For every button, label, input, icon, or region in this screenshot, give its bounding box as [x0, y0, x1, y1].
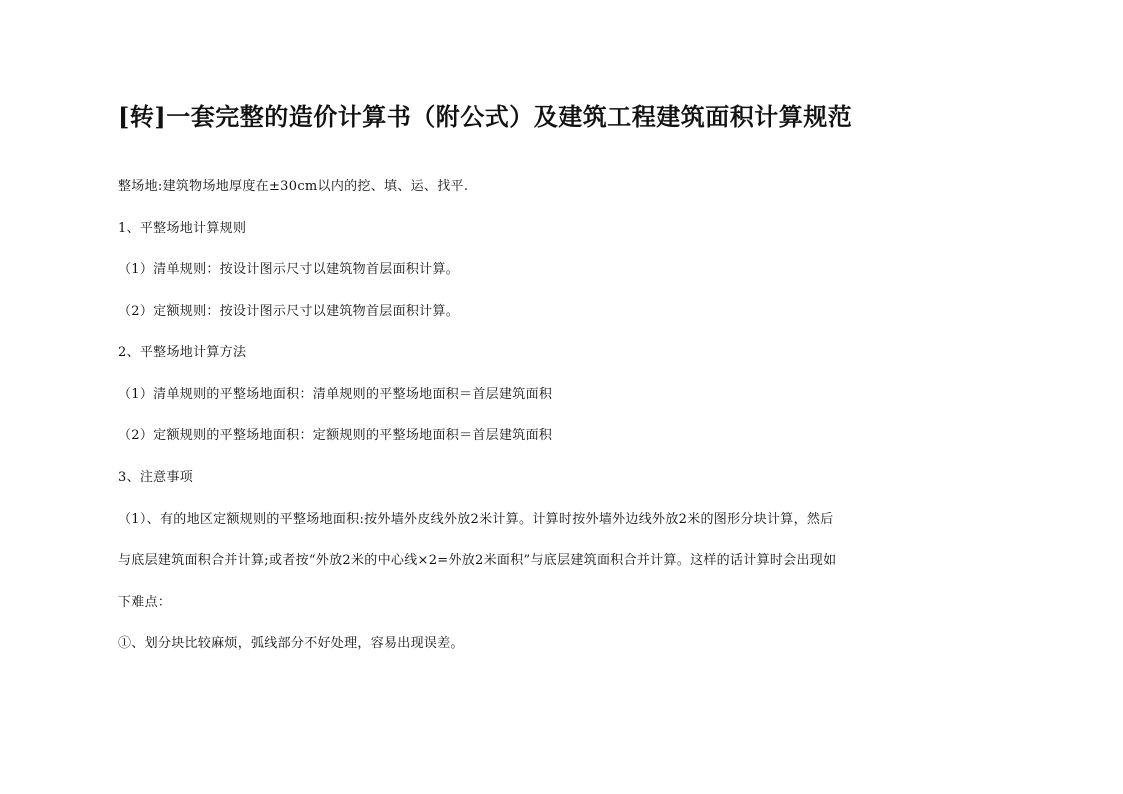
- paragraph-quota-rule: （2）定额规则：按设计图示尺寸以建筑物首层面积计算。: [118, 304, 460, 319]
- document-title: [转]一套完整的造价计算书（附公式）及建筑工程建筑面积计算规范: [118, 102, 853, 131]
- paragraph-bill-method: （1）清单规则的平整场地面积：清单规则的平整场地面积＝首层建筑面积: [118, 387, 553, 402]
- section-heading-notes: 3、注意事项: [118, 470, 194, 485]
- section-heading-methods: 2、平整场地计算方法: [118, 345, 247, 360]
- paragraph-note-line-3: 下难点：: [118, 595, 172, 610]
- paragraph-bill-rule: （1）清单规则：按设计图示尺寸以建筑物首层面积计算。: [118, 262, 460, 277]
- paragraph-difficulty-1: ①、划分块比较麻烦，弧线部分不好处理，容易出现误差。: [118, 636, 464, 651]
- paragraph-site-leveling-definition: 整场地:建筑物场地厚度在±30cm以内的挖、填、运、找平.: [118, 179, 469, 194]
- paragraph-note-line-2: 与底层建筑面积合并计算;或者按“外放2米的中心线×2=外放2米面积”与底层建筑面积合并计算。这样的话计算时会出现如: [118, 553, 837, 568]
- paragraph-note-line-1: （1）、有的地区定额规则的平整场地面积:按外墙外皮线外放2米计算。计算时按外墙外边线外放2米的图形分块计算，然后: [118, 512, 834, 527]
- paragraph-quota-method: （2）定额规则的平整场地面积：定额规则的平整场地面积＝首层建筑面积: [118, 428, 553, 443]
- section-heading-rules: 1、平整场地计算规则: [118, 221, 247, 236]
